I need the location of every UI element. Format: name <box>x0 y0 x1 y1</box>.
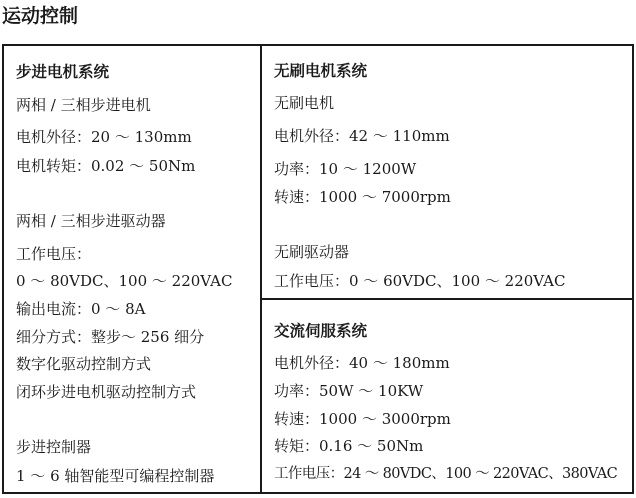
stepper-driver-output-current: 输出电流：0 ～ 8A <box>16 300 146 318</box>
servo-motor-diameter: 电机外径：40 ～ 180mm <box>274 354 450 372</box>
servo-voltage: 工作电压：24 ～ 80VDC、100 ～ 220VAC、380VAC <box>274 466 618 482</box>
stepper-driver-label: 两相 / 三相步进驱动器 <box>16 212 166 230</box>
stepper-motor-diameter: 电机外径：20 ～ 130mm <box>16 128 192 146</box>
brushless-motor-label: 无刷电机 <box>274 94 335 112</box>
servo-system-heading: 交流伺服系统 <box>274 322 368 340</box>
column-divider <box>260 46 262 492</box>
stepper-driver-voltage-range: 0 ～ 80VDC、100 ～ 220VAC <box>16 272 233 290</box>
stepper-driver-microstep: 细分方式：整步～ 256 细分 <box>16 328 205 346</box>
stepper-driver-voltage-label: 工作电压： <box>16 245 92 263</box>
servo-motor-torque: 转矩：0.16 ～ 50Nm <box>274 437 424 455</box>
row-divider <box>260 298 632 300</box>
stepper-controller-axes: 1 ～ 6 轴智能型可编程控制器 <box>16 467 215 485</box>
stepper-system-heading: 步进电机系统 <box>16 63 110 81</box>
spec-table <box>2 44 634 494</box>
stepper-motor-torque: 电机转矩：0.02 ～ 50Nm <box>16 157 196 175</box>
servo-motor-power: 功率：50W ～ 10KW <box>274 382 424 400</box>
stepper-controller-label: 步进控制器 <box>16 438 92 456</box>
brushless-system-heading: 无刷电机系统 <box>274 62 368 80</box>
brushless-motor-power: 功率：10 ～ 1200W <box>274 160 417 178</box>
stepper-motor-label: 两相 / 三相步进电机 <box>16 96 151 114</box>
brushless-driver-label: 无刷驱动器 <box>274 243 350 261</box>
brushless-motor-diameter: 电机外径：42 ～ 110mm <box>274 127 450 145</box>
page-title: 运动控制 <box>2 5 79 27</box>
stepper-driver-closed-loop: 闭环步进电机驱动控制方式 <box>16 383 197 401</box>
brushless-motor-speed: 转速：1000 ～ 7000rpm <box>274 188 451 206</box>
brushless-driver-voltage: 工作电压：0 ～ 60VDC、100 ～ 220VAC <box>274 272 566 290</box>
stepper-driver-digital-control: 数字化驱动控制方式 <box>16 355 152 373</box>
servo-motor-speed: 转速：1000 ～ 3000rpm <box>274 410 451 428</box>
